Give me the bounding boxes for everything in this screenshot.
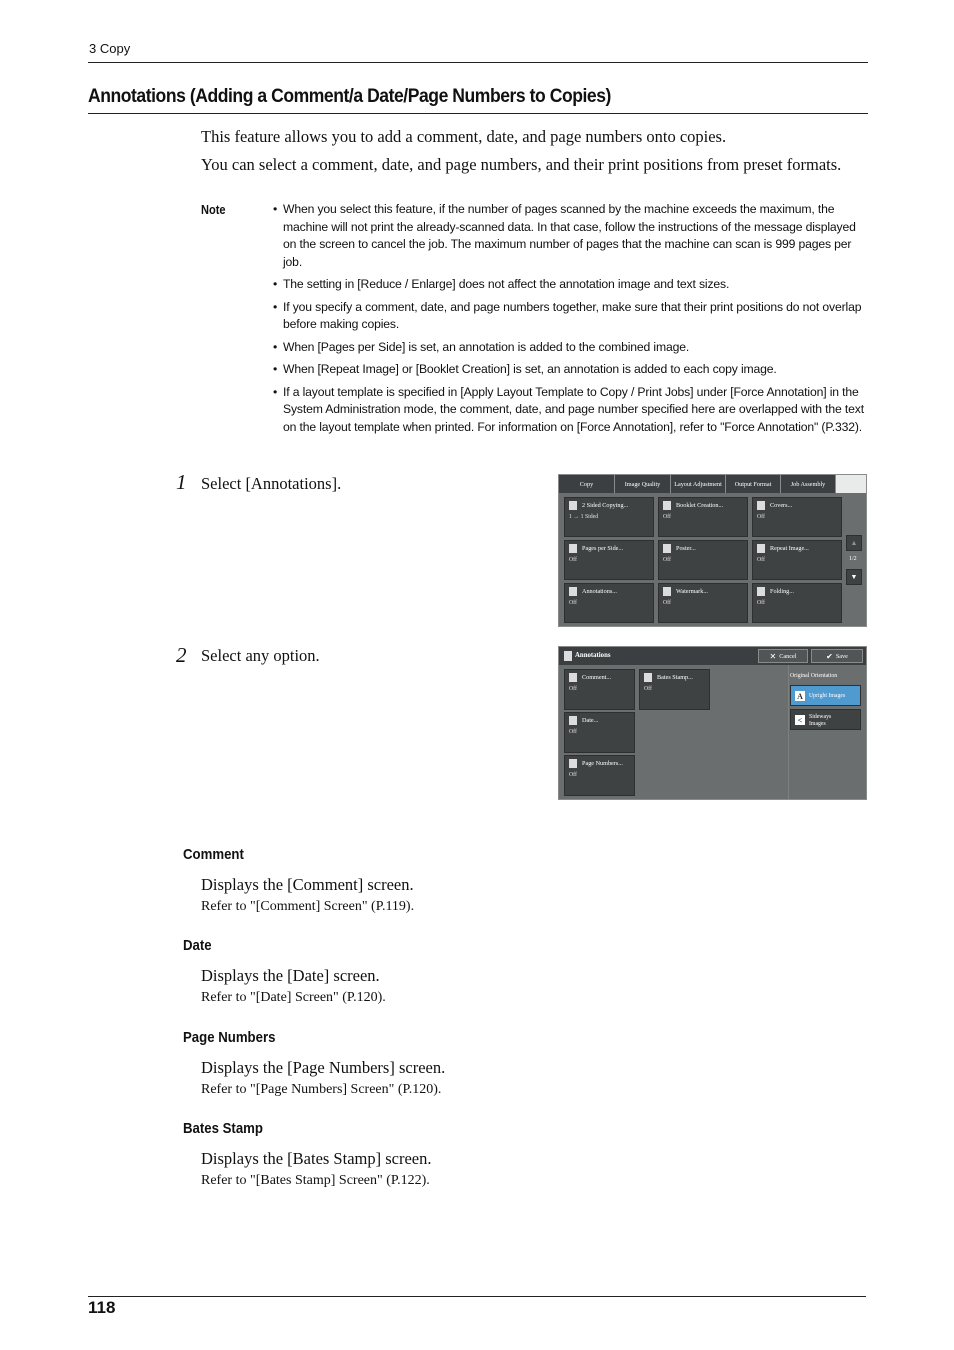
bates-stamp-icon: [644, 673, 652, 682]
annotations-icon: [564, 651, 572, 661]
tab-image-quality[interactable]: Image Quality: [615, 475, 671, 493]
note-text: The setting in [Reduce / Enlarge] does not affect the annotation image and text sizes.: [283, 277, 730, 291]
note-item: [273, 276, 868, 294]
close-icon: ✕: [769, 651, 777, 661]
section-ref-date: Refer to "[Date] Screen" (P.120).: [201, 990, 386, 1005]
annotations-screen: [558, 646, 867, 800]
pages-per-side-icon: [569, 544, 577, 553]
tile-page-numbers[interactable]: Page Numbers... Off: [564, 755, 635, 796]
date-icon: [569, 716, 577, 725]
repeat-image-icon: [757, 544, 765, 553]
note-text: When you select this feature, if the number of pages scanned by the machine exceeds the maximum, the machine will not print the already-scanned data. In that case, follow the instructions of the message displayed on the screen to cancel the job. The maximum number of pages that the machine can scan is 999 pages per job.: [283, 202, 856, 269]
tile-repeat-image[interactable]: Repeat Image... Off: [752, 540, 842, 580]
bullet-icon: •: [273, 384, 278, 399]
tab-output-format[interactable]: Output Format: [726, 475, 781, 493]
page-indicator: 1/2: [849, 556, 857, 562]
bullet-icon: •: [273, 362, 278, 376]
tile-annotations[interactable]: Annotations... Off: [564, 583, 654, 623]
section-heading-page-numbers: Page Numbers: [183, 1029, 276, 1046]
tab-bar: [559, 475, 866, 493]
tab-copy[interactable]: Copy: [559, 475, 615, 493]
bullet-icon: •: [273, 299, 278, 314]
note-text: When [Pages per Side] is set, an annotation is added to the combined image.: [283, 339, 690, 354]
note-label: Note: [201, 202, 226, 217]
note-list: [273, 201, 868, 441]
booklet-icon: [663, 501, 671, 510]
upright-images-option[interactable]: A Upright Images: [790, 685, 861, 706]
tab-layout-adjustment[interactable]: Layout Adjustment: [671, 475, 726, 493]
section-heading-comment: Comment: [183, 846, 244, 863]
note-item: [273, 299, 868, 334]
title-rule: [88, 113, 868, 114]
section-body-date: Displays the [Date] screen.: [201, 966, 380, 985]
step-2-number: 2: [176, 643, 187, 667]
note-text: When [Repeat Image] or [Booklet Creation] is set, an annotation is added to each copy image.: [283, 362, 777, 376]
page-numbers-icon: [569, 759, 577, 768]
page-title: Annotations (Adding a Comment/a Date/Page Numbers to Copies): [88, 85, 611, 107]
intro-paragraph-2: You can select a comment, date, and page numbers, and their print positions from preset formats.: [201, 155, 842, 174]
scroll-up-button[interactable]: ▲: [846, 535, 862, 551]
step-1-text: Select [Annotations].: [201, 474, 342, 493]
tile-folding[interactable]: Folding... Off: [752, 583, 842, 623]
sideways-images-option[interactable]: < Sideways Images: [790, 709, 861, 730]
section-ref-page-numbers: Refer to "[Page Numbers] Screen" (P.120).: [201, 1082, 442, 1097]
comment-icon: [569, 673, 577, 682]
orientation-label: Original Orientation: [790, 673, 838, 679]
page-number: 118: [88, 1298, 116, 1317]
section-body-bates-stamp: Displays the [Bates Stamp] screen.: [201, 1149, 432, 1168]
note-item: [273, 201, 868, 271]
save-button[interactable]: ✔ Save: [811, 649, 863, 663]
note-text: If a layout template is specified in [Apply Layout Template to Copy / Print Jobs] under [Force Annotation] in the System Administration mode, the comment, date, and page number specified here are overlapped with the text on the layout template when printed. For information on [Force Annotation], refer to "Force Annotation" (P.332).: [283, 384, 864, 434]
intro-paragraph-1: This feature allows you to add a comment, date, and page numbers onto copies.: [201, 127, 727, 146]
section-body-page-numbers: Displays the [Page Numbers] screen.: [201, 1058, 446, 1077]
tile-bates-stamp[interactable]: Bates Stamp... Off: [639, 669, 710, 710]
step-2-text: Select any option.: [201, 646, 320, 665]
tile-comment[interactable]: Comment... Off: [564, 669, 635, 710]
tile-pages-per-side[interactable]: Pages per Side... Off: [564, 540, 654, 580]
bullet-icon: •: [273, 202, 278, 216]
annotations-header: [559, 647, 866, 665]
tile-covers[interactable]: Covers... Off: [752, 497, 842, 537]
note-text: If you specify a comment, date, and page numbers together, make sure that their print positions do not overlap before making copies.: [283, 299, 862, 331]
chapter-label: 3 Copy: [89, 41, 131, 56]
step-1-number: 1: [176, 470, 187, 494]
note-item: [273, 339, 868, 357]
section-ref-bates-stamp: Refer to "[Bates Stamp] Screen" (P.122).: [201, 1173, 430, 1188]
annotations-icon: [569, 587, 577, 596]
tile-poster[interactable]: Poster... Off: [658, 540, 748, 580]
folding-icon: [757, 587, 765, 596]
document-icon: [569, 501, 577, 510]
section-ref-comment: Refer to "[Comment] Screen" (P.119).: [201, 899, 415, 914]
cancel-button[interactable]: ✕ Cancel: [758, 649, 808, 663]
footer-rule: [88, 1296, 866, 1297]
section-heading-bates-stamp: Bates Stamp: [183, 1120, 263, 1137]
bullet-icon: •: [273, 339, 278, 354]
upright-a-icon: A: [795, 691, 805, 701]
watermark-icon: [663, 587, 671, 596]
scroll-down-button[interactable]: ▼: [846, 569, 862, 585]
tile-date[interactable]: Date... Off: [564, 712, 635, 753]
poster-icon: [663, 544, 671, 553]
bullet-icon: •: [273, 277, 278, 291]
check-icon: ✔: [826, 651, 833, 661]
section-body-comment: Displays the [Comment] screen.: [201, 875, 414, 894]
tile-booklet-creation[interactable]: Booklet Creation... Off: [658, 497, 748, 537]
output-format-screen: [558, 474, 867, 627]
note-item: [273, 361, 868, 379]
covers-icon: [757, 501, 765, 510]
header-rule: [88, 62, 868, 63]
tab-job-assembly[interactable]: Job Assembly: [781, 475, 836, 493]
tile-2-sided-copying[interactable]: 2 Sided Copying... 1 → 1 Sided: [564, 497, 654, 537]
tile-watermark[interactable]: Watermark... Off: [658, 583, 748, 623]
screen-title: Annotations: [575, 652, 611, 659]
section-heading-date: Date: [183, 937, 212, 954]
note-item: [273, 384, 868, 437]
sideways-icon: <: [795, 715, 805, 725]
panel-divider: [788, 665, 789, 799]
